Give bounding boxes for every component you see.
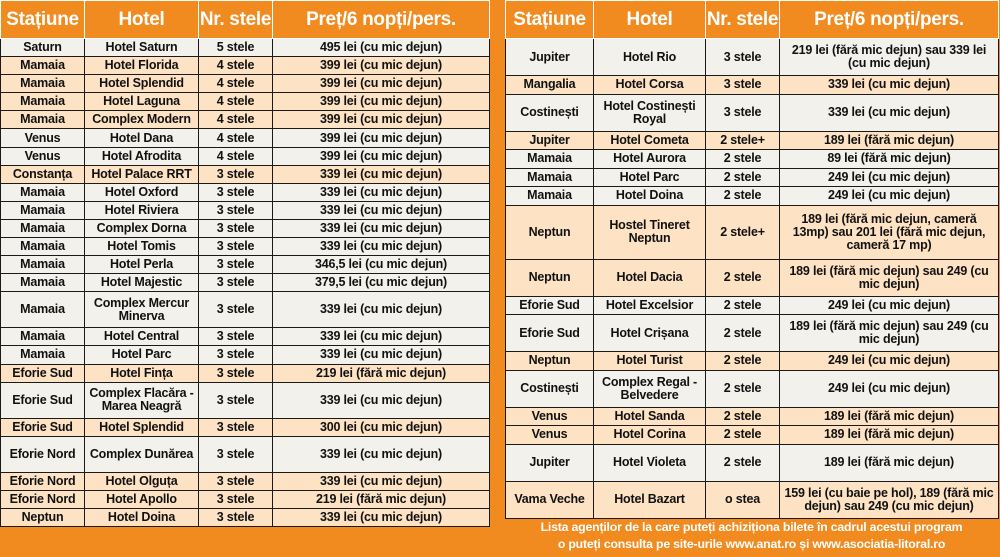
statiune-cell: Mamaia bbox=[506, 168, 594, 187]
pret-cell: 189 lei (fără mic dejun) bbox=[780, 407, 999, 426]
stele-cell: 2 stele bbox=[706, 315, 780, 352]
pret-cell: 89 lei (fără mic dejun) bbox=[780, 150, 999, 169]
pret-cell: 339 lei (cu mic dejun) bbox=[273, 346, 490, 364]
hotel-cell: Hotel Majestic bbox=[85, 274, 199, 292]
statiune-cell: Eforie Nord bbox=[1, 436, 85, 472]
hotel-cell: Hotel Florida bbox=[85, 57, 199, 75]
statiune-cell: Eforie Sud bbox=[506, 296, 594, 315]
statiune-cell: Mamaia bbox=[1, 93, 85, 111]
table-row bbox=[1, 490, 490, 508]
table-row bbox=[506, 187, 999, 206]
hotel-cell: Hotel Corina bbox=[594, 426, 706, 445]
stele-cell: 2 stele+ bbox=[706, 205, 780, 259]
stele-cell: 2 stele bbox=[706, 444, 780, 481]
header-hotel: Hotel bbox=[85, 1, 199, 39]
pret-cell: 219 lei (fără mic dejun) bbox=[273, 364, 490, 382]
header-row bbox=[506, 1, 999, 39]
table-row bbox=[506, 315, 999, 352]
stele-cell: 3 stele bbox=[199, 274, 273, 292]
table-row bbox=[1, 436, 490, 472]
statiune-cell: Mamaia bbox=[1, 201, 85, 219]
statiune-cell: Mamaia bbox=[1, 57, 85, 75]
table-row bbox=[506, 205, 999, 259]
stele-cell: 4 stele bbox=[199, 57, 273, 75]
hotel-cell: Hotel Palace RRT bbox=[85, 165, 199, 183]
stele-cell: 3 stele bbox=[199, 219, 273, 237]
table-row bbox=[506, 168, 999, 187]
stele-cell: 3 stele bbox=[199, 183, 273, 201]
pret-cell: 339 lei (cu mic dejun) bbox=[273, 238, 490, 256]
table-row bbox=[1, 75, 490, 93]
statiune-cell: Jupiter bbox=[506, 39, 594, 76]
hotel-cell: Hotel Central bbox=[85, 328, 199, 346]
statiune-cell: Eforie Nord bbox=[1, 490, 85, 508]
stele-cell: 3 stele bbox=[199, 328, 273, 346]
table-row bbox=[1, 364, 490, 382]
stele-cell: 3 stele bbox=[199, 472, 273, 490]
table-row bbox=[1, 328, 490, 346]
pret-cell: 159 lei (cu baie pe hol), 189 (fără mic dejun) sau 249 (cu mic dejun) bbox=[780, 481, 999, 518]
pret-cell: 249 lei (cu mic dejun) bbox=[780, 168, 999, 187]
pret-cell: 189 lei (fără mic dejun) sau 249 (cu mic dejun) bbox=[780, 259, 999, 296]
hotel-cell: Hotel Costinești Royal bbox=[594, 94, 706, 131]
hotel-cell: Hotel Aurora bbox=[594, 150, 706, 169]
stele-cell: 3 stele bbox=[706, 39, 780, 76]
pret-cell: 379,5 lei (cu mic dejun) bbox=[273, 274, 490, 292]
stele-cell: 2 stele+ bbox=[706, 131, 780, 150]
table-row bbox=[1, 382, 490, 418]
statiune-cell: Mangalia bbox=[506, 76, 594, 95]
hotel-cell: Complex Regal - Belvedere bbox=[594, 370, 706, 407]
statiune-cell: Mamaia bbox=[506, 150, 594, 169]
stele-cell: 3 stele bbox=[199, 490, 273, 508]
table-row bbox=[506, 352, 999, 371]
statiune-cell: Mamaia bbox=[1, 346, 85, 364]
table-row bbox=[506, 150, 999, 169]
hotel-cell: Hotel Cometa bbox=[594, 131, 706, 150]
header-statiune: Stațiune bbox=[506, 1, 594, 39]
hotel-cell: Hotel Laguna bbox=[85, 93, 199, 111]
statiune-cell: Jupiter bbox=[506, 444, 594, 481]
statiune-cell: Mamaia bbox=[1, 183, 85, 201]
hotel-cell: Complex Mercur Minerva bbox=[85, 292, 199, 328]
stele-cell: 3 stele bbox=[199, 346, 273, 364]
statiune-cell: Mamaia bbox=[1, 219, 85, 237]
stele-cell: 3 stele bbox=[199, 436, 273, 472]
header-pret: Preț/6 nopți/pers. bbox=[273, 1, 490, 39]
pret-cell: 339 lei (cu mic dejun) bbox=[273, 219, 490, 237]
pret-cell: 339 lei (cu mic dejun) bbox=[273, 292, 490, 328]
header-pret: Preț/6 nopți/pers. bbox=[780, 1, 999, 39]
table-row bbox=[1, 292, 490, 328]
stele-cell: 2 stele bbox=[706, 407, 780, 426]
pret-cell: 300 lei (cu mic dejun) bbox=[273, 418, 490, 436]
statiune-cell: Eforie Sud bbox=[1, 418, 85, 436]
table-row bbox=[1, 57, 490, 75]
pret-cell: 346,5 lei (cu mic dejun) bbox=[273, 256, 490, 274]
stele-cell: 3 stele bbox=[199, 292, 273, 328]
hotel-table-left bbox=[0, 0, 490, 527]
pret-cell: 495 lei (cu mic dejun) bbox=[273, 39, 490, 57]
statiune-cell: Eforie Sud bbox=[1, 364, 85, 382]
pret-cell: 399 lei (cu mic dejun) bbox=[273, 111, 490, 129]
pret-cell: 399 lei (cu mic dejun) bbox=[273, 147, 490, 165]
footer-line-2: o puteți consulta pe site-urile www.anat.ro și www.asociatia-litoral.ro bbox=[557, 537, 946, 551]
table-row bbox=[1, 147, 490, 165]
statiune-cell: Venus bbox=[506, 407, 594, 426]
hotel-cell: Hotel Splendid bbox=[85, 75, 199, 93]
pret-cell: 399 lei (cu mic dejun) bbox=[273, 57, 490, 75]
statiune-cell: Neptun bbox=[1, 508, 85, 526]
table-row bbox=[1, 238, 490, 256]
stele-cell: 3 stele bbox=[199, 238, 273, 256]
hotel-cell: Hotel Perla bbox=[85, 256, 199, 274]
pret-cell: 189 lei (fără mic dejun) bbox=[780, 426, 999, 445]
hotel-cell: Hotel Saturn bbox=[85, 39, 199, 57]
statiune-cell: Neptun bbox=[506, 205, 594, 259]
table-row bbox=[1, 274, 490, 292]
table-row bbox=[1, 201, 490, 219]
statiune-cell: Saturn bbox=[1, 39, 85, 57]
stele-cell: 2 stele bbox=[706, 426, 780, 445]
agents-footer-note bbox=[505, 519, 998, 553]
table-row bbox=[1, 183, 490, 201]
stele-cell: 3 stele bbox=[199, 201, 273, 219]
table-row bbox=[506, 131, 999, 150]
hotel-cell: Hotel Doina bbox=[594, 187, 706, 206]
stele-cell: 5 stele bbox=[199, 39, 273, 57]
pret-cell: 219 lei (fără mic dejun) bbox=[273, 490, 490, 508]
stele-cell: 3 stele bbox=[199, 165, 273, 183]
statiune-cell: Mamaia bbox=[1, 274, 85, 292]
stele-cell: o stea bbox=[706, 481, 780, 518]
stele-cell: 4 stele bbox=[199, 111, 273, 129]
pret-cell: 339 lei (cu mic dejun) bbox=[273, 328, 490, 346]
statiune-cell: Costinești bbox=[506, 94, 594, 131]
statiune-cell: Mamaia bbox=[1, 256, 85, 274]
hotel-cell: Hotel Rio bbox=[594, 39, 706, 76]
pret-cell: 339 lei (cu mic dejun) bbox=[780, 76, 999, 95]
stele-cell: 3 stele bbox=[199, 364, 273, 382]
statiune-cell: Venus bbox=[1, 147, 85, 165]
statiune-cell: Venus bbox=[506, 426, 594, 445]
table-row bbox=[506, 444, 999, 481]
hotel-cell: Complex Flacăra - Marea Neagră bbox=[85, 382, 199, 418]
pret-cell: 189 lei (fără mic dejun, cameră 13mp) sau 201 lei (fără mic dejun, cameră 17 mp) bbox=[780, 205, 999, 259]
hotel-cell: Hotel Doina bbox=[85, 508, 199, 526]
stele-cell: 3 stele bbox=[199, 418, 273, 436]
pret-cell: 249 lei (cu mic dejun) bbox=[780, 370, 999, 407]
pret-cell: 339 lei (cu mic dejun) bbox=[273, 436, 490, 472]
statiune-cell: Eforie Sud bbox=[506, 315, 594, 352]
statiune-cell: Jupiter bbox=[506, 131, 594, 150]
pret-cell: 189 lei (fără mic dejun) bbox=[780, 444, 999, 481]
table-row bbox=[1, 418, 490, 436]
pret-cell: 249 lei (cu mic dejun) bbox=[780, 187, 999, 206]
hotel-cell: Hotel Parc bbox=[85, 346, 199, 364]
stele-cell: 3 stele bbox=[199, 508, 273, 526]
stele-cell: 4 stele bbox=[199, 75, 273, 93]
table-row bbox=[1, 472, 490, 490]
stele-cell: 2 stele bbox=[706, 150, 780, 169]
statiune-cell: Mamaia bbox=[1, 75, 85, 93]
table-row bbox=[506, 370, 999, 407]
header-statiune: Stațiune bbox=[1, 1, 85, 39]
statiune-cell: Eforie Sud bbox=[1, 382, 85, 418]
hotel-cell: Hotel Afrodita bbox=[85, 147, 199, 165]
hotel-cell: Complex Dorna bbox=[85, 219, 199, 237]
stele-cell: 3 stele bbox=[199, 256, 273, 274]
table-row bbox=[1, 508, 490, 526]
table-row bbox=[1, 93, 490, 111]
hotel-cell: Hotel Excelsior bbox=[594, 296, 706, 315]
table-row bbox=[506, 407, 999, 426]
stele-cell: 2 stele bbox=[706, 296, 780, 315]
stele-cell: 4 stele bbox=[199, 147, 273, 165]
table-row bbox=[1, 219, 490, 237]
header-hotel: Hotel bbox=[594, 1, 706, 39]
stele-cell: 3 stele bbox=[706, 76, 780, 95]
pret-cell: 339 lei (cu mic dejun) bbox=[273, 201, 490, 219]
pret-cell: 249 lei (cu mic dejun) bbox=[780, 352, 999, 371]
pret-cell: 339 lei (cu mic dejun) bbox=[273, 183, 490, 201]
stele-cell: 3 stele bbox=[706, 94, 780, 131]
pret-cell: 249 lei (cu mic dejun) bbox=[780, 296, 999, 315]
statiune-cell: Constanța bbox=[1, 165, 85, 183]
table-row bbox=[1, 39, 490, 57]
hotel-cell: Complex Dunărea bbox=[85, 436, 199, 472]
table-row bbox=[506, 259, 999, 296]
pret-cell: 339 lei (cu mic dejun) bbox=[273, 472, 490, 490]
statiune-cell: Eforie Nord bbox=[1, 472, 85, 490]
hotel-cell: Hotel Turist bbox=[594, 352, 706, 371]
table-row bbox=[506, 426, 999, 445]
hotel-cell: Hotel Dana bbox=[85, 129, 199, 147]
pret-cell: 189 lei (fără mic dejun) bbox=[780, 131, 999, 150]
statiune-cell: Neptun bbox=[506, 259, 594, 296]
statiune-cell: Mamaia bbox=[506, 187, 594, 206]
hotel-cell: Hotel Olguța bbox=[85, 472, 199, 490]
stele-cell: 2 stele bbox=[706, 168, 780, 187]
statiune-cell: Mamaia bbox=[1, 111, 85, 129]
stele-cell: 3 stele bbox=[199, 382, 273, 418]
table-row bbox=[506, 76, 999, 95]
stele-cell: 2 stele bbox=[706, 187, 780, 206]
hotel-cell: Complex Modern bbox=[85, 111, 199, 129]
pret-cell: 399 lei (cu mic dejun) bbox=[273, 129, 490, 147]
hotel-table-right bbox=[505, 0, 999, 519]
hotel-cell: Hotel Crișana bbox=[594, 315, 706, 352]
pret-cell: 399 lei (cu mic dejun) bbox=[273, 75, 490, 93]
stele-cell: 4 stele bbox=[199, 129, 273, 147]
hotel-cell: Hotel Parc bbox=[594, 168, 706, 187]
statiune-cell: Neptun bbox=[506, 352, 594, 371]
hotel-cell: Hotel Riviera bbox=[85, 201, 199, 219]
statiune-cell: Costinești bbox=[506, 370, 594, 407]
hotel-cell: Hostel Tineret Neptun bbox=[594, 205, 706, 259]
table-row bbox=[506, 481, 999, 518]
pret-cell: 219 lei (fără mic dejun) sau 339 lei (cu mic dejun) bbox=[780, 39, 999, 76]
hotel-cell: Hotel Violeta bbox=[594, 444, 706, 481]
table-row bbox=[506, 94, 999, 131]
header-row bbox=[1, 1, 490, 39]
pret-cell: 339 lei (cu mic dejun) bbox=[273, 508, 490, 526]
header-stele: Nr. stele bbox=[706, 1, 780, 39]
table-row bbox=[1, 165, 490, 183]
table-row bbox=[1, 256, 490, 274]
hotel-cell: Hotel Bazart bbox=[594, 481, 706, 518]
stele-cell: 4 stele bbox=[199, 93, 273, 111]
hotel-cell: Hotel Apollo bbox=[85, 490, 199, 508]
table-row bbox=[506, 296, 999, 315]
pret-cell: 399 lei (cu mic dejun) bbox=[273, 93, 490, 111]
table-row bbox=[1, 129, 490, 147]
hotel-cell: Hotel Splendid bbox=[85, 418, 199, 436]
table-row bbox=[1, 111, 490, 129]
pret-cell: 339 lei (cu mic dejun) bbox=[273, 382, 490, 418]
table-row bbox=[506, 39, 999, 76]
stele-cell: 2 stele bbox=[706, 259, 780, 296]
hotel-cell: Hotel Oxford bbox=[85, 183, 199, 201]
table-row bbox=[1, 346, 490, 364]
statiune-cell: Venus bbox=[1, 129, 85, 147]
hotel-cell: Hotel Tomis bbox=[85, 238, 199, 256]
footer-line-1: Lista agenților de la care puteți achiziționa bilete în cadrul acestui program bbox=[540, 520, 963, 534]
pret-cell: 339 lei (cu mic dejun) bbox=[273, 165, 490, 183]
stele-cell: 2 stele bbox=[706, 352, 780, 371]
statiune-cell: Mamaia bbox=[1, 238, 85, 256]
statiune-cell: Mamaia bbox=[1, 328, 85, 346]
statiune-cell: Vama Veche bbox=[506, 481, 594, 518]
pret-cell: 189 lei (fără mic dejun) sau 249 (cu mic dejun) bbox=[780, 315, 999, 352]
header-stele: Nr. stele bbox=[199, 1, 273, 39]
hotel-cell: Hotel Fința bbox=[85, 364, 199, 382]
statiune-cell: Mamaia bbox=[1, 292, 85, 328]
hotel-cell: Hotel Sanda bbox=[594, 407, 706, 426]
hotel-cell: Hotel Corsa bbox=[594, 76, 706, 95]
pret-cell: 339 lei (cu mic dejun) bbox=[780, 94, 999, 131]
stele-cell: 2 stele bbox=[706, 370, 780, 407]
hotel-cell: Hotel Dacia bbox=[594, 259, 706, 296]
